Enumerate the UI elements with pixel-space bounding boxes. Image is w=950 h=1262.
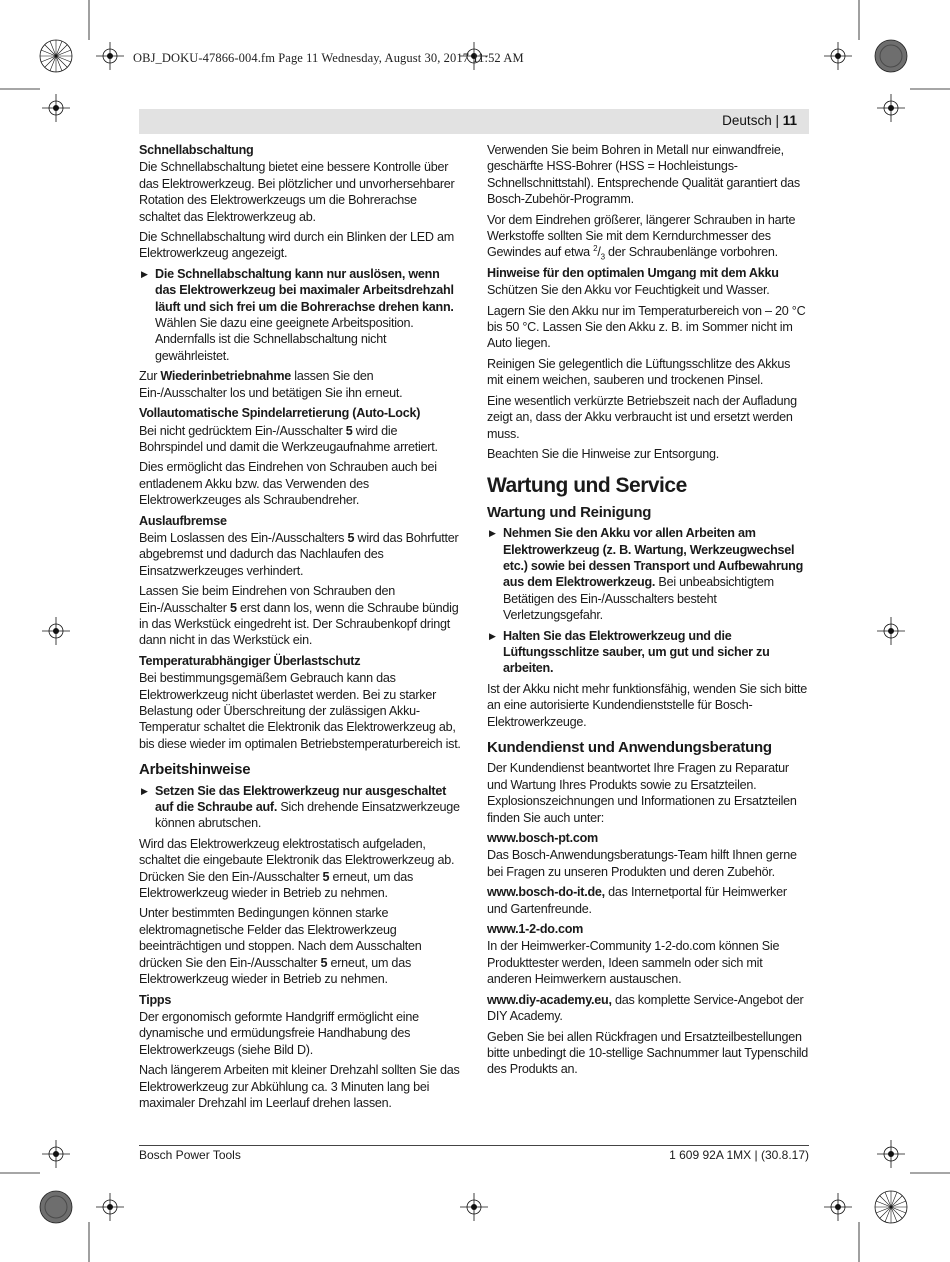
paragraph: Der Kundendienst beantwortet Ihre Fragen zu Reparatur und Wartung Ihres Produkts sowie zu Ersatzteilen. Explosionszeichnungen und Informationen zu Ersatzteilen finden Sie auch unter:	[487, 761, 797, 825]
paragraph: Die Schnellabschaltung bietet eine bessere Kontrolle über das Elektrowerkzeug. Bei plötzlicher und unvorhersehbarer Rotation des Elektrowerkzeugs um die Bohrerachse schaltet das Elektrowerkzeug ab.	[139, 160, 455, 224]
bullet-bold-text: Halten Sie das Elektrowerkzeug und die Lüftungsschlitze sauber, um gut und sicher zu arbeiten.	[503, 628, 770, 676]
text-run: lassen Sie den Ein-/Ausschalter los und betätigen Sie ihn erneut.	[139, 369, 403, 400]
paragraph: Eine wesentlich verkürzte Betriebszeit nach der Aufladung zeigt an, dass der Akku verbraucht ist und ersetzt werden muss.	[487, 393, 797, 441]
paragraph	[139, 530, 461, 579]
link-1-2-do[interactable]: www.1-2-do.com	[487, 922, 584, 937]
item-number: 5	[347, 530, 355, 545]
item-number: 5	[322, 869, 330, 884]
paragraph: Das Bosch-Anwendungsberatungs-Team hilft Ihnen gerne bei Fragen zu unseren Produkten und deren Zubehör.	[487, 848, 797, 879]
heading-akku: Hinweise für den optimalen Umgang mit dem Akku	[487, 265, 779, 280]
bullet-arrow-icon: ▶	[489, 528, 496, 539]
heading-reinigung: Wartung und Reinigung	[487, 503, 652, 521]
paragraph: Nach längerem Arbeiten mit kleiner Drehzahl sollten Sie das Elektrowerkzeug zur Abkühlung ca. 3 Minuten lang bei maximaler Drehzahl im Leerlauf drehen lassen.	[139, 1063, 460, 1110]
bullet-item	[487, 628, 809, 677]
paragraph: Ist der Akku nicht mehr funktionsfähig, wenden Sie sich bitte an eine autorisierte Kundendienststelle für Bosch-Elektrowerkzeuge.	[487, 681, 808, 729]
paragraph	[487, 884, 809, 917]
text-run: Unter bestimmten Bedingungen können starke elektromagnetische Felder das Elektrowerkzeug beeinträchtigen und stoppen. Nach dem Ausschalten drücken Sie den Ein-/Ausschalter	[139, 906, 422, 970]
page-header	[722, 113, 797, 128]
heading-schnellabschaltung: Schnellabschaltung	[139, 143, 254, 157]
text-run: erneut, um das Elektrowerkzeug wieder in Betrieb zu nehmen.	[139, 955, 411, 987]
text-run: Beim Loslassen des Ein-/Ausschalters	[139, 530, 348, 545]
bullet-item	[487, 525, 809, 623]
paragraph: Der ergonomisch geformte Handgriff ermöglicht eine dynamische und ermüdungsfreie Handhabung des Elektrowerkzeugs (siehe Bild D).	[139, 1009, 419, 1057]
bullet-text: Bei unbeabsichtigtem Betätigen des Ein-/Ausschalters besteht Verletzungsgefahr.	[503, 575, 774, 623]
paragraph	[487, 992, 809, 1025]
paragraph	[139, 423, 461, 456]
text-run: wird die Bohrspindel und damit die Werkzeugaufnahme arretiert.	[139, 423, 438, 454]
link-bosch-pt[interactable]: www.bosch-pt.com	[487, 831, 598, 846]
paragraph: Beachten Sie die Hinweise zur Entsorgung.	[487, 446, 719, 461]
paragraph: Bei bestimmungsgemäßem Gebrauch kann das Elektrowerkzeug nicht überlastet werden. Bei zu starker Belastung oder Überschreitung der zulässigen Akku-Temperatur schaltet die Elektronik das Elektrowerkzeug ab, bis diese wieder im optimalen Betriebstemperaturbereich ist.	[139, 671, 461, 751]
text-run: Bei nicht gedrücktem Ein-/Ausschalter	[139, 423, 346, 438]
file-slug: OBJ_DOKU-47866-004.fm Page 11 Wednesday, August 30, 2017 11:52 AM	[133, 51, 524, 65]
paragraph: In der Heimwerker-Community 1-2-do.com können Sie Produkttester werden, Ideen sammeln oder sich mit anderen Heimwerkern austauschen.	[487, 939, 780, 987]
paragraph	[139, 836, 461, 902]
header-language: Deutsch |	[722, 113, 783, 128]
text-run: das komplette Service-Angebot der DIY Academy.	[487, 992, 804, 1024]
paragraph: Lagern Sie den Akku nur im Temperaturbereich von – 20 °C bis 50 °C. Lassen Sie den Akku z. B. im Sommer nicht im Auto liegen.	[487, 303, 806, 351]
item-number: 5	[229, 600, 237, 615]
heading-kundendienst: Kundendienst und Anwendungsberatung	[487, 739, 772, 756]
fraction-slash: /	[597, 245, 601, 260]
paragraph: Schützen Sie den Akku vor Feuchtigkeit und Wasser.	[487, 283, 770, 298]
text-run: erst dann los, wenn die Schraube bündig in das Werkstück eingedreht ist. Der Schraubenkopf dringt dann nicht in das Werkstück ein.	[139, 600, 459, 648]
heading-arbeitshinweise: Arbeitshinweise	[139, 761, 251, 779]
footer-brand: Bosch Power Tools	[139, 1148, 241, 1162]
fraction-numerator: 2	[593, 244, 598, 254]
text-run: erneut, um das Elektrowerkzeug wieder in Betrieb zu nehmen.	[139, 869, 414, 901]
heading-spindelarretierung: Vollautomatische Spindelarretierung (Auto-Lock)	[139, 406, 421, 421]
paragraph: Geben Sie bei allen Rückfragen und Ersatzteilbestellungen bitte unbedingt die 10-stellige Sachnummer laut Typenschild des Produkts an.	[487, 1029, 809, 1077]
footer-doc-number: 1 609 92A 1MX | (30.8.17)	[669, 1148, 809, 1162]
bullet-item	[139, 783, 461, 832]
text-run: Vor dem Eindrehen größerer, längerer Schrauben in harte Werkstoffe sollten Sie mit dem Kerndurchmesser des Gewindes auf etwa	[487, 212, 796, 260]
heading-ueberlastschutz: Temperaturabhängiger Überlastschutz	[139, 653, 361, 668]
right-column	[487, 142, 809, 1082]
bullet-arrow-icon: ▶	[489, 630, 496, 641]
left-column	[139, 142, 461, 1115]
paragraph	[139, 583, 461, 649]
paragraph: Reinigen Sie gelegentlich die Lüftungsschlitze des Akkus mit einem weichen, sauberen und trockenen Pinsel.	[487, 356, 791, 388]
bullet-bold-text: Nehmen Sie den Akku vor allen Arbeiten am Elektrowerkzeug (z. B. Wartung, Werkzeugwechsel etc.) sowie bei dessen Transport und Aufbewahrung aus dem Elektrowerkzeug.	[503, 526, 804, 590]
page-header-bar	[139, 109, 809, 134]
text-run: der Schraubenlänge vorbohren.	[604, 245, 778, 260]
paragraph: Verwenden Sie beim Bohren in Metall nur einwandfreie, geschärfte HSS-Bohrer (HSS = Hochleistungs-Schnellschnittstahl). Entsprechende Qualität garantiert das Bosch-Zubehör-Programm.	[487, 143, 800, 207]
bold-run: Wiederinbetriebnahme	[160, 369, 292, 384]
bullet-bold-text: Setzen Sie das Elektrowerkzeug nur ausgeschaltet auf die Schraube auf.	[155, 783, 447, 815]
fraction-denominator: 3	[600, 252, 605, 262]
paragraph	[139, 368, 461, 401]
footer-rule	[139, 1145, 809, 1146]
heading-tipps: Tipps	[139, 992, 172, 1007]
text-run: Zur	[139, 369, 161, 384]
item-number: 5	[320, 955, 328, 970]
link-bosch-do-it[interactable]: www.bosch-do-it.de,	[487, 885, 605, 900]
bullet-arrow-icon: ▶	[141, 268, 148, 279]
bullet-arrow-icon: ▶	[141, 785, 148, 796]
bullet-bold-text: Die Schnellabschaltung kann nur auslösen, wenn das Elektrowerkzeug bei maximaler Arbeitsdrehzahl läuft und sich frei um die Bohrerachse drehen kann.	[155, 266, 454, 314]
paragraph: Dies ermöglicht das Eindrehen von Schrauben auch bei entladenem Akku bzw. das Verwenden des Elektrowerkzeuges als Schraubendreher.	[139, 460, 437, 508]
text-run: das Internetportal für Heimwerker und Gartenfreunde.	[487, 885, 787, 916]
text-run: wird das Bohrfutter abgebremst und dadurch das Nachlaufen des Einsatzwerkzeuges verhindert.	[139, 530, 459, 578]
page-number: 11	[782, 113, 797, 128]
bullet-item	[139, 266, 461, 364]
bullet-text: Wählen Sie dazu eine geeignete Arbeitsposition. Andernfalls ist die Schnellabschaltung nicht gewährleistet.	[155, 316, 414, 363]
bullet-text: Sich drehende Einsatzwerkzeuge können abrutschen.	[155, 800, 460, 831]
item-number: 5	[345, 423, 353, 438]
paragraph: Die Schnellabschaltung wird durch ein Blinken der LED am Elektrowerkzeug angezeigt.	[139, 230, 455, 261]
paragraph	[487, 212, 809, 261]
text-run: Wird das Elektrowerkzeug elektrostatisch aufgeladen, schaltet die eingebaute Elektronik das Elektrowerkzeug ab. Drücken Sie den Ein-/Ausschalter	[139, 836, 455, 884]
text-run: Lassen Sie beim Eindrehen von Schrauben den Ein-/Ausschalter	[139, 584, 396, 615]
link-diy-academy[interactable]: www.diy-academy.eu,	[487, 992, 612, 1007]
paragraph	[139, 905, 461, 987]
section-title-wartung: Wartung und Service	[487, 474, 687, 498]
heading-auslaufbremse: Auslaufbremse	[139, 513, 227, 528]
